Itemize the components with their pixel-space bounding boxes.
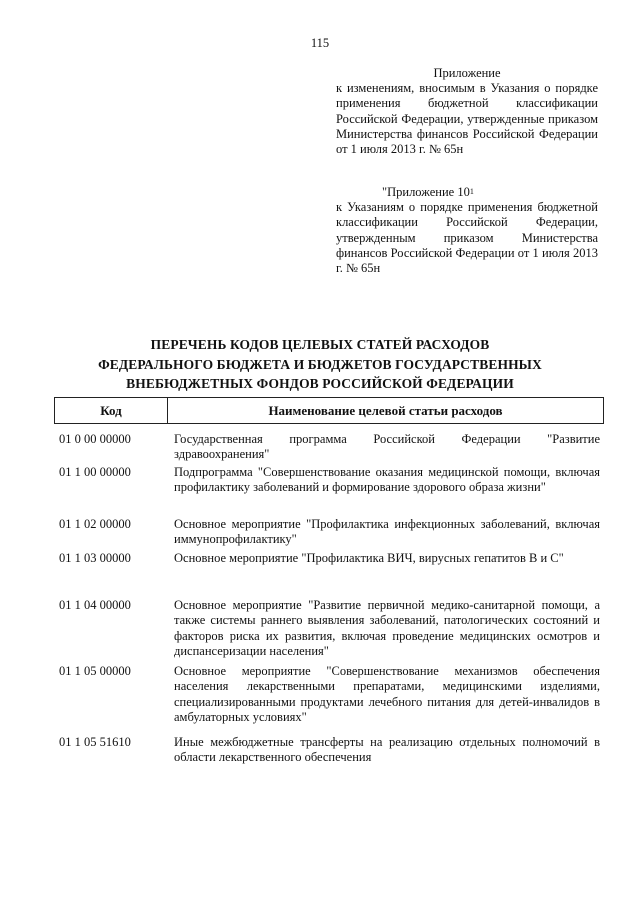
row-name: Основное мероприятие "Совершенствование механизмов обеспечения населения лекарственными препаратами, медицинскими изделиями, специализированными продуктами лечебного питания для детей-инвалидов в амбулаторных условиях" [174, 664, 600, 725]
page-number: 115 [310, 36, 330, 50]
table-header [54, 397, 604, 424]
row-name: Основное мероприятие "Профилактика инфекционных заболеваний, включая иммунопрофилактику" [174, 517, 600, 547]
appendix-10-heading [336, 185, 598, 200]
title-line-1: ПЕРЕЧЕНЬ КОДОВ ЦЕЛЕВЫХ СТАТЕЙ РАСХОДОВ [150, 337, 490, 352]
row-name: Государственная программа Российской Федерации "Развитие здравоохранения" [174, 432, 600, 462]
table-row [54, 517, 604, 547]
table-row [54, 432, 604, 461]
appendix-main-text: к изменениям, вносимым в Указания о порядке применения бюджетной классификации Российской Федерации, утвержденные приказом Министерства финансов Российской Федерации от 1 июля 2013 г. № 65н [336, 81, 598, 157]
row-name: Подпрограмма "Совершенствование оказания медицинской помощи, включая профилактику заболеваний и формирование здорового образа жизни" [174, 465, 600, 495]
table-row [54, 551, 604, 595]
table-body [54, 432, 604, 765]
table-row [54, 598, 604, 661]
row-name: Основное мероприятие "Развитие первичной медико-санитарной помощи, а также системы раннего выявления заболеваний, патологических состояний и факторов риска их развития, включая проведение медицинских осмотров и диспансеризации населения" [174, 598, 600, 659]
title-line-2: ФЕДЕРАЛЬНОГО БЮДЖЕТА И БЮДЖЕТОВ ГОСУДАРСТВЕННЫХ [98, 356, 542, 372]
header-name: Наименование целевой статьи расходов [268, 402, 503, 418]
title-line-3: ВНЕБЮДЖЕТНЫХ ФОНДОВ РОССИЙСКОЙ ФЕДЕРАЦИИ [126, 376, 514, 391]
appendix-10-superscript: 1 [469, 187, 474, 196]
row-name: Основное мероприятие "Профилактика ВИЧ, вирусных гепатитов В и С" [174, 551, 564, 565]
row-code: 01 1 02 00000 [59, 517, 131, 531]
row-code: 01 1 03 00000 [59, 551, 131, 565]
appendix-main-block [336, 66, 598, 157]
table-row [54, 735, 604, 765]
document-title [40, 335, 600, 394]
table-row [54, 664, 604, 732]
row-name: Иные межбюджетные трансферты на реализацию отдельных полномочий в области лекарственного обеспечения [174, 735, 600, 765]
appendix-10-block [336, 185, 598, 276]
row-code: 01 1 05 51610 [59, 735, 131, 749]
row-code: 01 0 00 00000 [59, 432, 131, 446]
appendix-main-heading: Приложение [433, 66, 501, 80]
appendix-10-heading-text: "Приложение 10 [382, 185, 470, 199]
row-code: 01 1 00 00000 [59, 465, 131, 479]
row-code: 01 1 05 00000 [59, 664, 131, 678]
table-row [54, 465, 604, 513]
appendix-10-text: к Указаниям о порядке применения бюджетной классификации Российской Федерации, утвержденным приказом Министерства финансов Российской Федерации от 1 июля 2013 г. № 65н [336, 200, 598, 276]
row-code: 01 1 04 00000 [59, 598, 131, 612]
header-code: Код [55, 398, 168, 423]
